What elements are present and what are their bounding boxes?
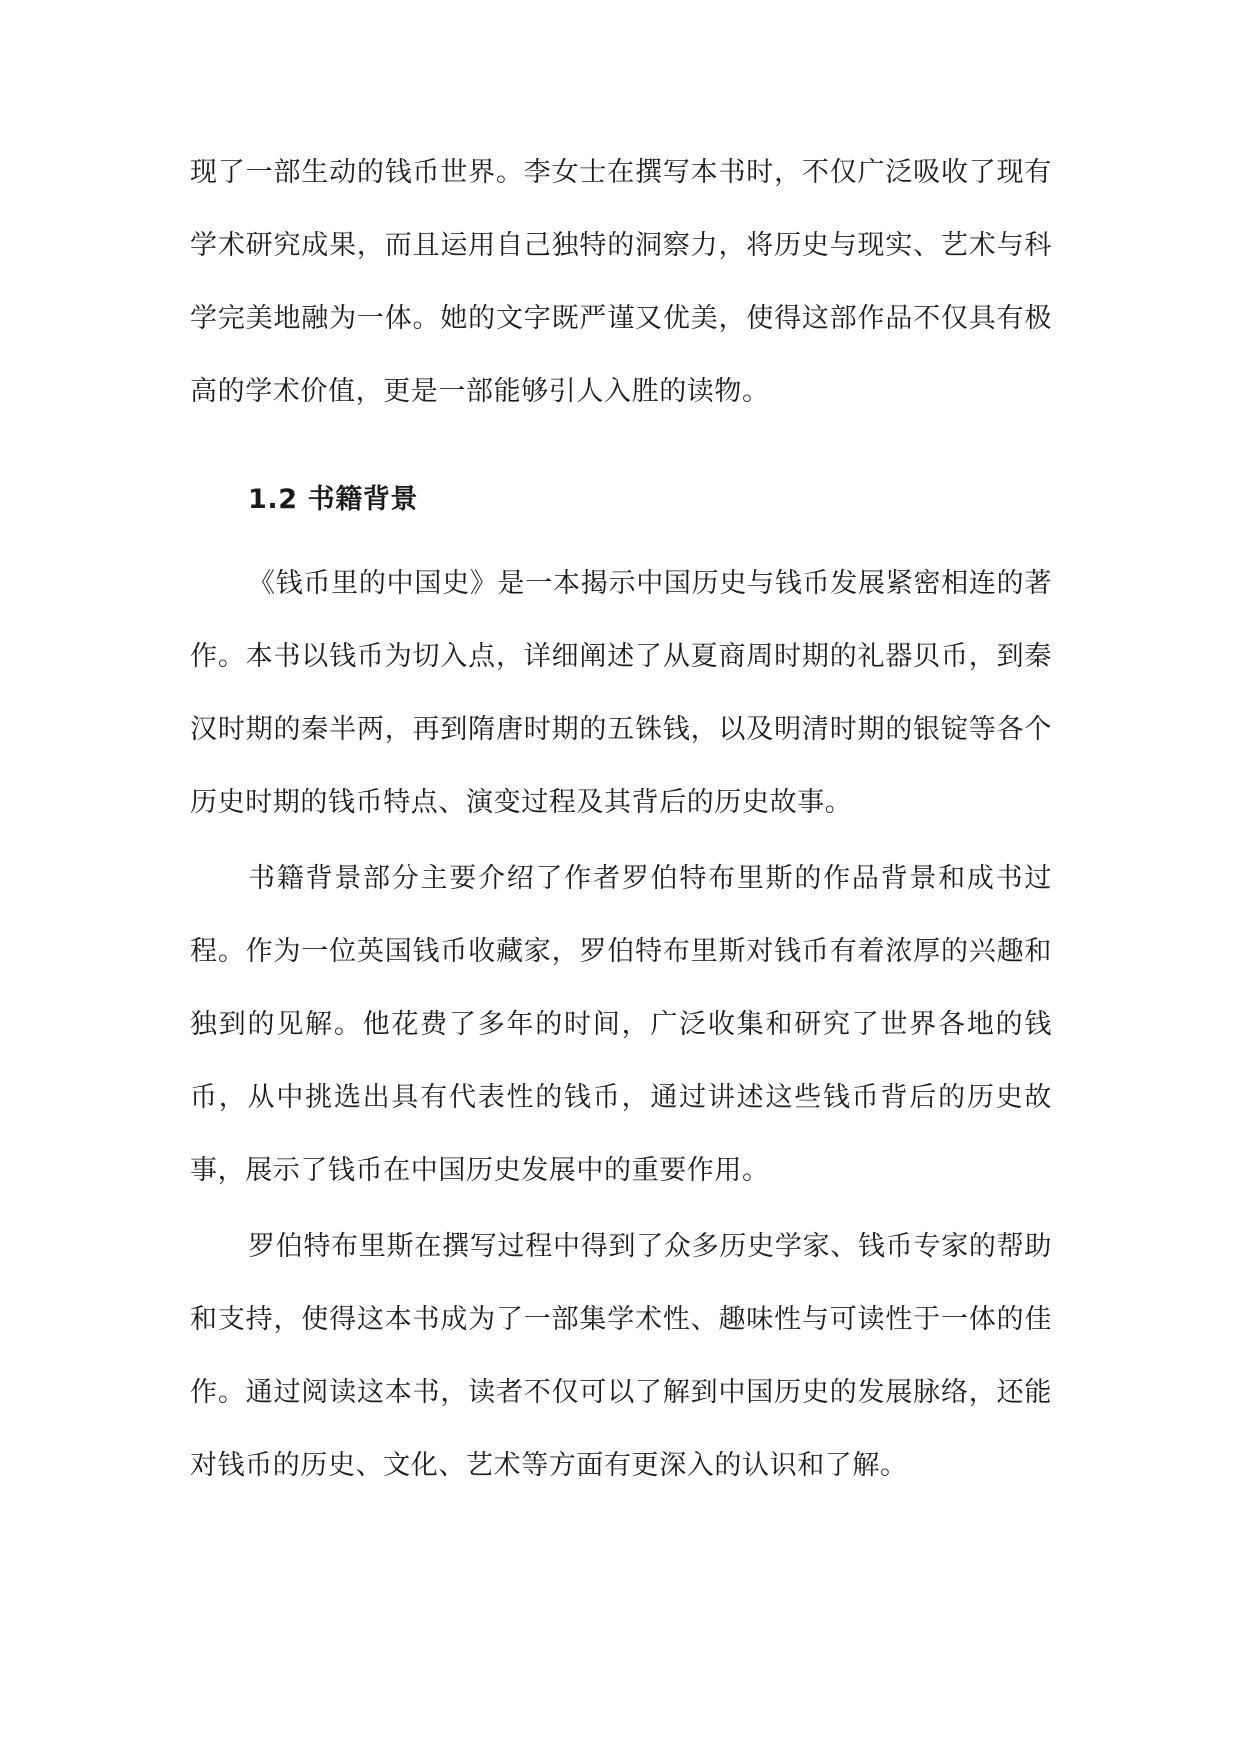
body-paragraph: 《钱币里的中国史》是一本揭示中国历史与钱币发展紧密相连的著作。本书以钱币为切入点，详细阐述了从夏商周时期的礼器贝币，到秦汉时期的秦半两，再到隋唐时期的五铢钱，以及明清时期的银锭等各个历史时期的钱币特点、演变过程及其背后的历史故事。 <box>190 568 1052 818</box>
body-paragraph: 书籍背景部分主要介绍了作者罗伯特布里斯的作品背景和成书过程。作为一位英国钱币收藏家，罗伯特布里斯对钱币有着浓厚的兴趣和独到的见解。他花费了多年的时间，广泛收集和研究了世界各地的钱币，从中挑选出具有代表性的钱币，通过讲述这些钱币背后的历史故事，展示了钱币在中国历史发展中的重要作用。 <box>190 863 1052 1186</box>
body-paragraph: 罗伯特布里斯在撰写过程中得到了众多历史学家、钱币专家的帮助和支持，使得这本书成为了一部集学术性、趣味性与可读性于一体的佳作。通过阅读这本书，读者不仅可以了解到中国历史的发展脉络，还能对钱币的历史、文化、艺术等方面有更深入的认识和了解。 <box>190 1231 1052 1481</box>
intro-paragraph: 现了一部生动的钱币世界。李女士在撰写本书时，不仅广泛吸收了现有学术研究成果，而且运用自己独特的洞察力，将历史与现实、艺术与科学完美地融为一体。她的文字既严谨又优美，使得这部作品不仅具有极高的学术价值，更是一部能够引人入胜的读物。 <box>190 157 1052 407</box>
section-heading: 1.2 书籍背景 <box>248 484 419 515</box>
